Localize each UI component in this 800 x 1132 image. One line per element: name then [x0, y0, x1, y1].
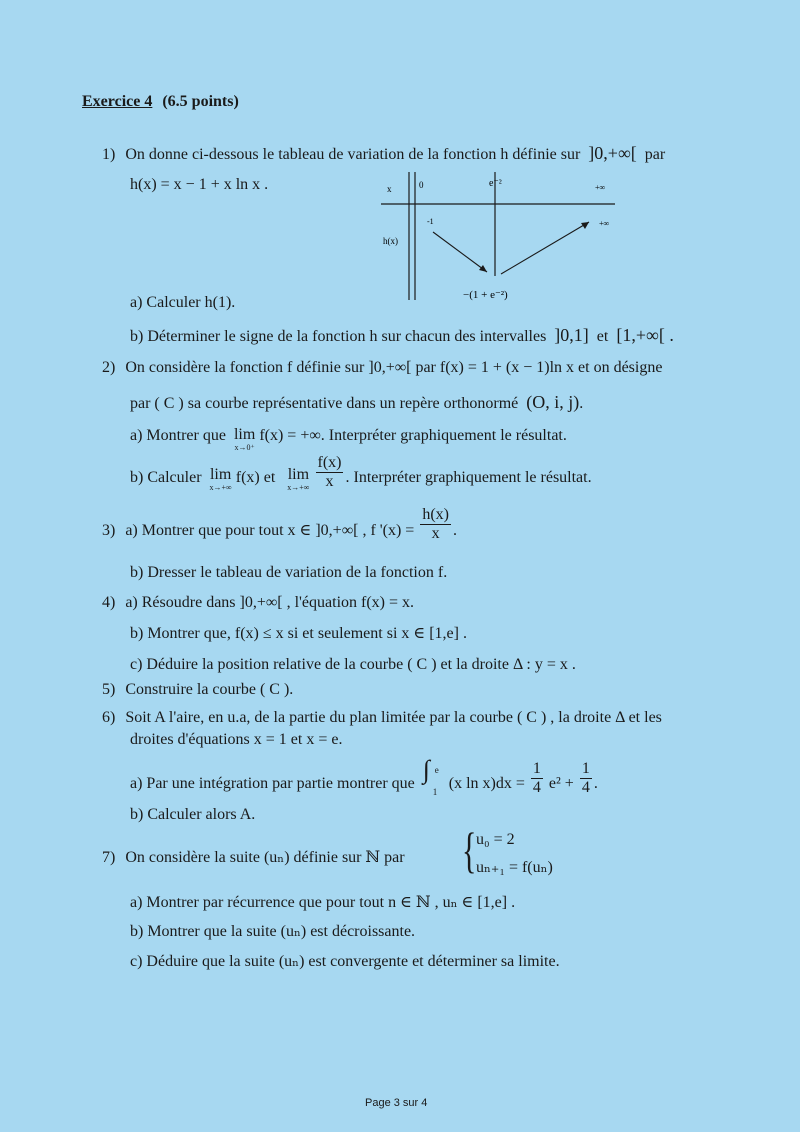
q2-b-limit2: [287, 466, 309, 492]
q4-c: c) Déduire la position relative de la courbe ( C ) et la droite Δ : y = x .: [130, 656, 576, 673]
q2-a-lim-sub: x→0⁺: [234, 443, 255, 452]
q1-text: On donne ci-dessous le tableau de variation de la fonction h définie sur: [125, 146, 581, 163]
q7-sys2: uₙ₊₁ = f(uₙ): [476, 859, 553, 876]
q3-a-post: .: [452, 522, 457, 540]
q1-b-et: et: [596, 328, 609, 345]
q6-a: [130, 755, 598, 797]
page-footer: Page 3 sur 4: [365, 1097, 428, 1109]
q2-b-lim1: lim: [209, 466, 232, 483]
q1-definition: h(x) = x − 1 + x ln x .: [130, 176, 269, 193]
q2-b: [130, 454, 592, 492]
q1-b: [130, 325, 674, 347]
q1-number: 1): [102, 146, 116, 163]
q6-line2: droites d'équations x = 1 et x = e.: [130, 731, 343, 748]
q1-b-interval1: ]0,1]: [554, 325, 589, 345]
exercise-points: (6.5 points): [162, 93, 239, 110]
q6-a-frac1-den: 4: [532, 778, 541, 796]
q2-line1: [102, 358, 662, 378]
table-e-neg2: e⁻²: [489, 178, 502, 189]
table-arrow-down: [433, 232, 487, 272]
table-plus-inf-top: +∞: [595, 183, 606, 192]
table-plus-inf-right: +∞: [599, 219, 610, 228]
q7-sys1: u₀ = 2: [476, 831, 515, 848]
q2-b-lim1-sub: x→+∞: [209, 483, 232, 492]
q6-a-frac2: [580, 760, 592, 797]
q4-b: b) Montrer que, f(x) ≤ x si et seulement si x ∈ [1,e] .: [130, 625, 467, 642]
q2-b-lim2: lim: [287, 466, 310, 483]
q6-a-integral: [422, 755, 445, 797]
q5: [102, 680, 293, 700]
q2-a-text: a) Montrer que: [130, 427, 226, 444]
q2-b-limit1: [210, 466, 232, 492]
q5-number: 5): [102, 681, 116, 698]
q7-system: [462, 822, 572, 884]
integral-sign: ∫: [422, 755, 430, 784]
q2-a-expr: f(x) = +∞. Interpréter graphiquement le résultat.: [259, 427, 567, 444]
q2-b-lim2-sub: x→+∞: [287, 483, 310, 492]
q6-a-frac1-num: 1: [532, 759, 541, 777]
q7-line: [102, 848, 405, 868]
q2-line2: [130, 392, 583, 414]
q2-b-text: b) Calculer: [130, 469, 202, 487]
q6-a-frac1: [531, 760, 543, 797]
q1-line1: [102, 143, 665, 165]
q6-number: 6): [102, 709, 116, 726]
q4-number: 4): [102, 594, 116, 611]
q5-text: Construire la courbe ( C ).: [125, 681, 294, 698]
q1-b-text: b) Déterminer le signe de la fonction h sur chacun des intervalles: [130, 328, 547, 345]
q2-repere: (O, i, j): [526, 392, 580, 412]
q6-a-e2: e² +: [548, 775, 574, 792]
q1-b-interval2: [1,+∞[ .: [616, 325, 674, 345]
table-arrow-up: [501, 222, 589, 274]
q2-number: 2): [102, 359, 116, 376]
q2-b-post: . Interpréter graphiquement le résultat.: [345, 469, 592, 487]
q7-text: On considère la suite (uₙ) définie sur ℕ par: [125, 849, 405, 866]
q6-line1: [102, 708, 662, 728]
q1-a: a) Calculer h(1).: [130, 294, 236, 311]
q4-a-text: a) Résoudre dans ]0,+∞[ , l'équation f(x) = x.: [125, 594, 415, 611]
q3-a: [102, 506, 457, 543]
q6-line1-text: Soit A l'aire, en u.a, de la partie du plan limitée par la courbe ( C ) , la droite Δ et les: [125, 709, 662, 726]
q2-repere-end: .: [579, 395, 584, 412]
q7-number: 7): [102, 849, 116, 866]
q7-c: c) Déduire que la suite (uₙ) est convergente et déterminer sa limite.: [130, 953, 560, 970]
q6-a-expr: (x ln x)dx =: [448, 775, 525, 792]
integral-upper: e: [434, 765, 439, 775]
q7-a: a) Montrer par récurrence que pour tout n ∈ ℕ , uₙ ∈ [1,e] .: [130, 894, 516, 911]
table-hx-label: h(x): [383, 236, 398, 246]
q2-b-fraction: [316, 454, 344, 491]
q3-a-fraction: [420, 506, 451, 543]
q2-b-num: f(x): [317, 454, 342, 471]
q2-a-limit: [234, 426, 255, 452]
table-zero: 0: [419, 180, 424, 190]
q2-line1-text: On considère la fonction f définie sur ]0,+∞[ par f(x) = 1 + (x − 1)ln x et on désigne: [125, 359, 663, 376]
q3-number: 3): [102, 522, 116, 540]
q6-b: b) Calculer alors A.: [130, 806, 256, 823]
q6-a-post: .: [593, 775, 598, 792]
q3-a-num: h(x): [422, 506, 449, 523]
table-arrowhead-down: [479, 265, 487, 272]
table-x-label: x: [387, 184, 392, 194]
q2-a: [130, 426, 567, 452]
system-brace: {: [462, 822, 477, 878]
table-minus-one: -1: [427, 217, 434, 226]
variation-table: [375, 168, 625, 304]
q3-b: b) Dresser le tableau de variation de la fonction f.: [130, 564, 448, 581]
q7-b: b) Montrer que la suite (uₙ) est décroissante.: [130, 923, 416, 940]
q2-line2-text: par ( C ) sa courbe représentative dans un repère orthonormé: [130, 395, 519, 412]
q2-b-expr1: f(x) et: [235, 469, 276, 487]
q3-a-text: a) Montrer que pour tout x ∈ ]0,+∞[ , f '(x) =: [125, 522, 415, 540]
table-min-value: −(1 + e⁻²): [463, 289, 508, 301]
q6-a-frac2-den: 4: [581, 778, 590, 796]
q6-a-text: a) Par une intégration par partie montrer que: [130, 775, 415, 792]
q1-interval: ]0,+∞[: [588, 143, 637, 163]
q4-a: [102, 593, 414, 613]
exercise-title: Exercice 4: [82, 93, 153, 110]
q1-par: par: [644, 146, 666, 163]
exercise-heading: [82, 92, 239, 112]
q2-a-lim: lim: [233, 426, 256, 443]
integral-lower: 1: [432, 787, 438, 797]
q2-b-den: x: [325, 473, 334, 490]
q3-a-den: x: [431, 525, 440, 542]
q6-a-frac2-num: 1: [581, 759, 590, 777]
